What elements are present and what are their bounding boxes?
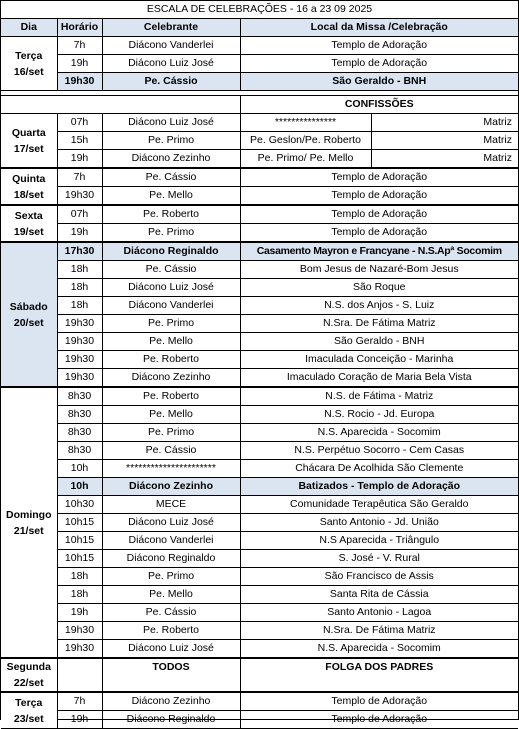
time-cell: 18h xyxy=(57,279,102,297)
celebrant-cell: Pe. Cássio xyxy=(102,73,240,91)
time-cell: 19h30 xyxy=(57,640,102,659)
place-cell: N.S. Aparecida - Socomim xyxy=(240,424,518,442)
celebrant-cell: TODOS xyxy=(102,658,240,692)
celebrant-cell: Pe. Mello xyxy=(102,406,240,424)
day-cell: Terça 23/set xyxy=(1,692,57,729)
table-row xyxy=(1,315,518,333)
time-cell: 8h30 xyxy=(57,442,102,460)
day-cell: Terça 16/set xyxy=(1,37,57,91)
place-cell: N.Sra. De Fátima Matriz xyxy=(240,622,518,640)
place-cell: Matriz xyxy=(371,150,518,169)
place-cell: N.S. de Fátima - Matriz xyxy=(240,387,518,406)
place-cell: Chácara De Acolhida São Clemente xyxy=(240,460,518,478)
celebrant-cell: Diácono Zezinho xyxy=(102,150,240,169)
day-cell: Segunda 22/set xyxy=(1,658,57,692)
time-cell: 8h30 xyxy=(57,406,102,424)
confessor-cell: Pe. Geslon/Pe. Roberto xyxy=(240,132,371,150)
time-cell: 10h15 xyxy=(57,532,102,550)
day-cell: Sábado 20/set xyxy=(1,242,57,387)
celebrant-cell: Diácono Zezinho xyxy=(102,478,240,496)
celebrant-cell: MECE xyxy=(102,496,240,514)
celebrant-cell: Pe. Roberto xyxy=(102,387,240,406)
table-row xyxy=(1,242,518,261)
time-cell: 17h30 xyxy=(57,242,102,261)
place-cell: N.S Aparecida - Triângulo xyxy=(240,532,518,550)
celebrant-cell: Diácono Luiz José xyxy=(102,114,240,132)
time-cell: 19h xyxy=(57,150,102,169)
table-row xyxy=(1,279,518,297)
celebrant-cell: Diácono Reginaldo xyxy=(102,550,240,568)
page-title: ESCALA DE CELEBRAÇÕES - 16 a 23 09 2025 xyxy=(1,1,518,19)
celebrant-cell: Diácono Luiz José xyxy=(102,640,240,659)
place-cell: São Roque xyxy=(240,279,518,297)
header-place: Local da Missa /Celebração xyxy=(240,19,518,37)
table-row xyxy=(1,604,518,622)
time-cell: 19h xyxy=(57,224,102,243)
place-cell: Santa Rita de Cássia xyxy=(240,586,518,604)
place-cell: Imaculado Coração de Maria Bela Vista xyxy=(240,369,518,388)
table-row xyxy=(1,261,518,279)
time-cell: 18h xyxy=(57,261,102,279)
table-row xyxy=(1,514,518,532)
time-cell: 07h xyxy=(57,205,102,224)
table-row xyxy=(1,297,518,315)
day-cell: Domingo 21/set xyxy=(1,387,57,658)
table-row xyxy=(1,224,518,243)
table-row xyxy=(1,333,518,351)
header-celebrant: Celebrante xyxy=(102,19,240,37)
table-row xyxy=(1,369,518,388)
day-cell: Sexta 19/set xyxy=(1,205,57,242)
place-cell: Templo de Adoração xyxy=(240,711,518,729)
celebrant-cell: Pe. Primo xyxy=(102,424,240,442)
celebrant-cell: Pe. Roberto xyxy=(102,205,240,224)
celebrant-cell: Pe. Cássio xyxy=(102,442,240,460)
celebrant-cell: Diácono Luiz José xyxy=(102,514,240,532)
table-row xyxy=(1,550,518,568)
place-cell: Templo de Adoração xyxy=(240,55,518,73)
table-row xyxy=(1,387,518,406)
confessor-cell: Pe. Primo/ Pe. Mello xyxy=(240,150,371,169)
place-cell: Santo Antonio - Lagoa xyxy=(240,604,518,622)
table-row xyxy=(1,406,518,424)
table-row xyxy=(1,168,518,187)
place-cell: Templo de Adoração xyxy=(240,205,518,224)
time-cell: 19h xyxy=(57,711,102,729)
place-cell: Batizados - Templo de Adoração xyxy=(240,478,518,496)
table-row xyxy=(1,73,518,91)
table-row xyxy=(1,568,518,586)
table-row xyxy=(1,478,518,496)
time-cell: 10h15 xyxy=(57,514,102,532)
place-cell: São Francisco de Assis xyxy=(240,568,518,586)
table-row xyxy=(1,460,518,478)
place-cell: N.S. Aparecida - Socomim xyxy=(240,640,518,659)
time-cell: 19h30 xyxy=(57,369,102,388)
table-row xyxy=(1,187,518,206)
table-row xyxy=(1,150,518,169)
schedule-table xyxy=(1,19,518,729)
time-cell: 15h xyxy=(57,132,102,150)
time-cell: 7h xyxy=(57,692,102,711)
confessor-cell: *************** xyxy=(240,114,371,132)
time-cell: 19h xyxy=(57,604,102,622)
table-row xyxy=(1,532,518,550)
table-row xyxy=(1,424,518,442)
place-cell: Casamento Mayron e Francyane - N.S.Apª Socomim xyxy=(240,242,518,261)
time-cell: 7h xyxy=(57,37,102,55)
celebrant-cell: Pe. Roberto xyxy=(102,622,240,640)
celebrant-cell: Pe. Cássio xyxy=(102,604,240,622)
celebrant-cell: Diácono Zezinho xyxy=(102,369,240,388)
place-cell: Templo de Adoração xyxy=(240,187,518,206)
place-cell: N.Sra. De Fátima Matriz xyxy=(240,315,518,333)
confessions-label: CONFISSÕES xyxy=(240,96,518,114)
place-cell: Santo Antonio - Jd. União xyxy=(240,514,518,532)
table-row xyxy=(1,351,518,369)
place-cell: Matriz xyxy=(371,132,518,150)
celebrant-cell: Pe. Mello xyxy=(102,187,240,206)
place-cell: Templo de Adoração xyxy=(240,224,518,243)
table-row xyxy=(1,496,518,514)
place-cell: Comunidade Terapêutica São Geraldo xyxy=(240,496,518,514)
celebrant-cell: Pe. Primo xyxy=(102,315,240,333)
table-row xyxy=(1,586,518,604)
table-row xyxy=(1,37,518,55)
day-cell: Quinta 18/set xyxy=(1,168,57,205)
day-cell: Quarta 17/set xyxy=(1,114,57,169)
time-cell: 19h30 xyxy=(57,351,102,369)
place-cell: Bom Jesus de Nazaré-Bom Jesus xyxy=(240,261,518,279)
time-cell: 19h30 xyxy=(57,73,102,91)
time-cell: 07h xyxy=(57,114,102,132)
time-cell: 18h xyxy=(57,568,102,586)
celebrant-cell: Pe. Cássio xyxy=(102,168,240,187)
celebrant-cell: Pe. Primo xyxy=(102,132,240,150)
celebrant-cell: Diácono Zezinho xyxy=(102,692,240,711)
time-cell: 18h xyxy=(57,586,102,604)
time-cell: 19h30 xyxy=(57,333,102,351)
table-row xyxy=(1,114,518,132)
time-cell xyxy=(57,658,102,692)
place-cell: N.S. Rocio - Jd. Europa xyxy=(240,406,518,424)
table-row xyxy=(1,55,518,73)
confessions-header-row xyxy=(1,96,518,114)
time-cell: 10h30 xyxy=(57,496,102,514)
place-cell: São Geraldo - BNH xyxy=(240,73,518,91)
table-row xyxy=(1,622,518,640)
header-day: Dia xyxy=(1,19,57,37)
time-cell: 18h xyxy=(57,297,102,315)
time-cell: 19h30 xyxy=(57,622,102,640)
celebrant-cell: Diácono Vanderlei xyxy=(102,532,240,550)
time-cell: 8h30 xyxy=(57,387,102,406)
time-cell: 19h30 xyxy=(57,315,102,333)
celebrant-cell: Pe. Mello xyxy=(102,333,240,351)
time-cell: 19h30 xyxy=(57,187,102,206)
place-cell: Templo de Adoração xyxy=(240,168,518,187)
time-cell: 10h15 xyxy=(57,550,102,568)
celebrant-cell: Diácono Vanderlei xyxy=(102,37,240,55)
place-cell: S. José - V. Rural xyxy=(240,550,518,568)
place-cell: Matriz xyxy=(371,114,518,132)
place-cell: Imaculada Conceição - Marinha xyxy=(240,351,518,369)
celebrant-cell: Pe. Primo xyxy=(102,224,240,243)
celebrant-cell: Diácono Vanderlei xyxy=(102,297,240,315)
time-cell: 8h30 xyxy=(57,424,102,442)
place-cell: FOLGA DOS PADRES xyxy=(240,658,518,692)
table-row xyxy=(1,205,518,224)
time-cell: 19h xyxy=(57,55,102,73)
header-row xyxy=(1,19,518,37)
celebrant-cell: ********************** xyxy=(102,460,240,478)
celebrant-cell: Pe. Cássio xyxy=(102,261,240,279)
time-cell: 7h xyxy=(57,168,102,187)
place-cell: Templo de Adoração xyxy=(240,37,518,55)
time-cell: 10h xyxy=(57,460,102,478)
celebrant-cell: Pe. Mello xyxy=(102,586,240,604)
celebrant-cell: Diácono Luiz José xyxy=(102,279,240,297)
celebrant-cell: Pe. Primo xyxy=(102,568,240,586)
place-cell: Templo de Adoração xyxy=(240,692,518,711)
celebrant-cell: Pe. Roberto xyxy=(102,351,240,369)
place-cell: São Geraldo - BNH xyxy=(240,333,518,351)
place-cell: N.S. Perpétuo Socorro - Cem Casas xyxy=(240,442,518,460)
table-row xyxy=(1,692,518,711)
time-cell: 10h xyxy=(57,478,102,496)
table-row xyxy=(1,442,518,460)
table-row xyxy=(1,640,518,659)
celebrant-cell: Diácono Reginaldo xyxy=(102,711,240,729)
celebrant-cell: Diácono Luiz José xyxy=(102,55,240,73)
celebrant-cell: Diácono Reginaldo xyxy=(102,242,240,261)
header-time: Horário xyxy=(57,19,102,37)
place-cell: N.S. dos Anjos - S. Luiz xyxy=(240,297,518,315)
table-row xyxy=(1,132,518,150)
